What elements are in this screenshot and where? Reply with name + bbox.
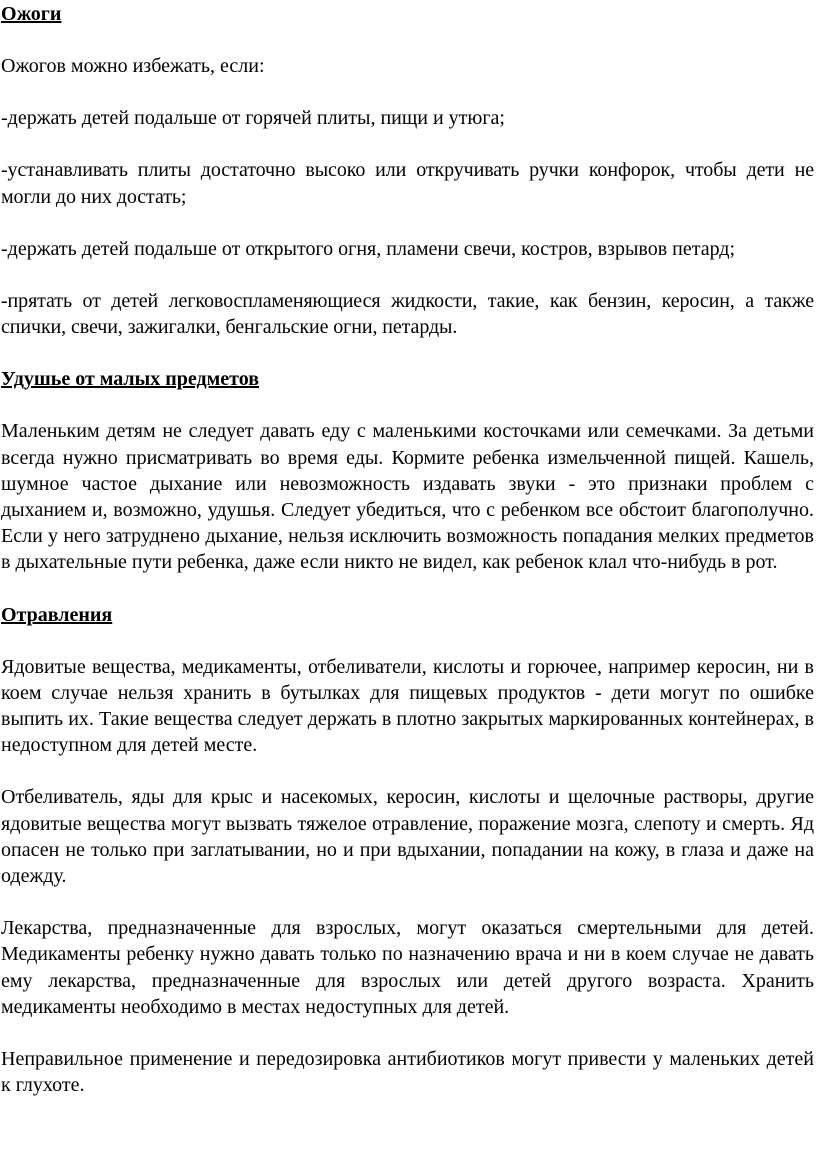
burns-item-4: -прятать от детей легковоспламеняющиеся жидкости, такие, как бензин, керосин, а также спички, свечи, зажигалки, бенгальские огни, петарды. xyxy=(1,290,814,339)
burns-item-1: -держать детей подальше от горячей плиты, пищи и утюга; xyxy=(1,107,505,130)
section-heading-choking: Удушье от малых предметов xyxy=(1,368,260,391)
burns-item-3: -держать детей подальше от открытого огня, пламени свечи, костров, взрывов петард; xyxy=(1,237,736,260)
poisoning-paragraph-1: Ядовитые вещества, медикаменты, отбеливатели, кислоты и горючее, например керосин, ни в коем случае нельзя хранить в бутылках для пищевых продуктов - дети могут по ошибке выпить их. Такие вещества следует держать в плотно закрытых маркированных контейнерах, в недоступном для детей месте. xyxy=(1,655,814,757)
poisoning-paragraph-2: Отбеливатель, яды для крыс и насекомых, керосин, кислоты и щелочные растворы, другие ядовитые вещества могут вызвать тяжелое отравление, поражение мозга, слепоту и смерть. Яд опасен не только при заглатывании, но и при вдыхании, попадании на кожу, в глаза и даже на одежду. xyxy=(1,786,814,888)
section-heading-burns: Ожоги xyxy=(1,3,62,25)
poisoning-paragraph-3: Лекарства, предназначенные для взрослых, могут оказаться смертельными для детей. Медикаменты ребенку нужно давать только по назначению врача и ни в коем случае не давать ему лекарства, предназначенные для взрослых или детей другого возраста. Хранить медикаменты необходимо в местах недоступных для детей. xyxy=(1,917,814,1018)
burns-item-2: -устанавливать плиты достаточно высоко или откручивать ручки конфорок, чтобы дети не могли до них достать; xyxy=(1,159,814,208)
burns-intro: Ожогов можно избежать, если: xyxy=(1,55,265,77)
section-heading-poisoning: Отравления xyxy=(1,603,113,626)
choking-paragraph: Маленьким детям не следует давать еду с маленькими косточками или семечками. За детьми всегда нужно присматривать во время еды. Кормите ребенка измельченной пищей. Кашель, шумное частое дыхание или невозможность издавать звуки - это признаки проблем с дыханием и, возможно, удушья. Следует убедиться, что с ребенком все обстоит благополучно. Если у него затруднено дыхание, нельзя исключить возможность попадания мелких предметов в дыхательные пути ребенка, даже если никто не видел, как ребенок клал что-нибудь в рот. xyxy=(1,420,814,574)
poisoning-paragraph-4: Неправильное применение и передозировка антибиотиков могут привести у маленьких детей к глухоте. xyxy=(1,1048,814,1097)
